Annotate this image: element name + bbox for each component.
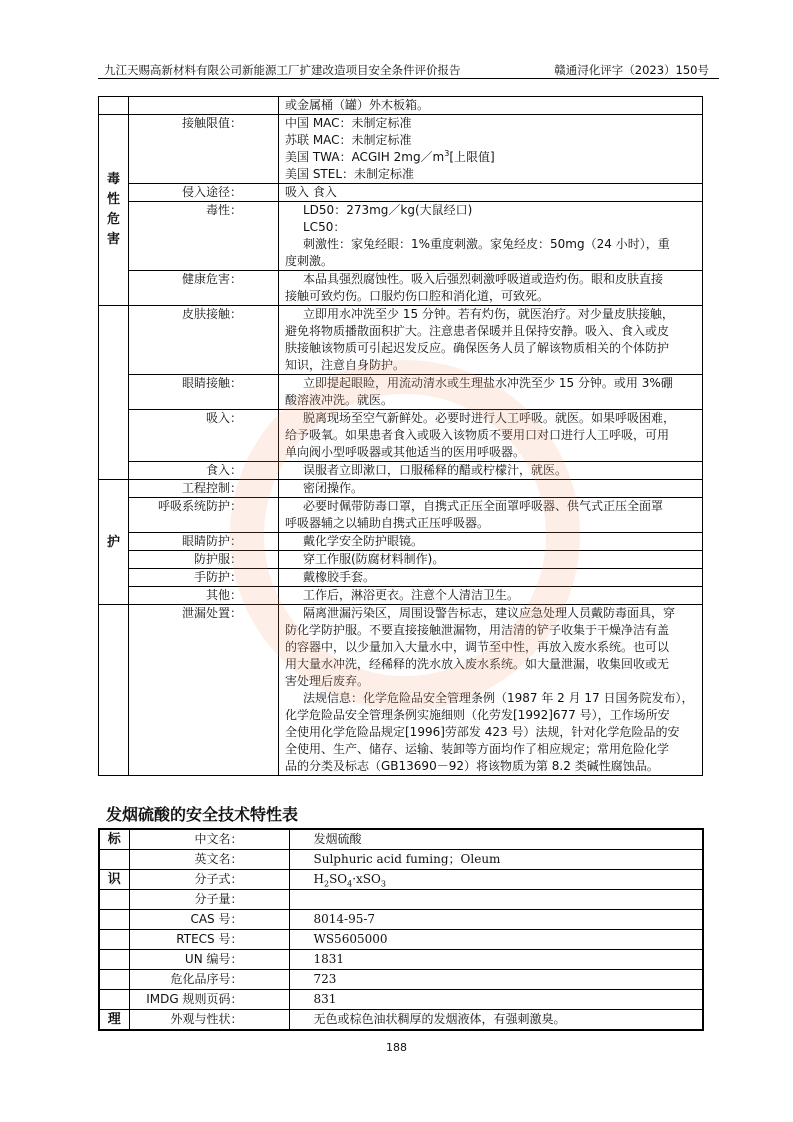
exposure-value: 中国 MAC：未制定标准 苏联 MAC：未制定标准 美国 TWA：ACGIH $2mg/m^3$[上限值] 美国 STEL：未制定标准 [279,115,703,184]
route-value: 吸入 食入 [279,184,703,202]
row-label: 分子量： [129,890,289,910]
eng-label: 工程控制： [129,480,279,498]
table-row [99,410,703,462]
eng-value: 密闭操作。 [279,480,703,498]
row-value: 1831 [289,950,703,970]
table-row [99,970,703,990]
skin-value: 立即用水冲洗至少 15 分钟。若有灼伤，就医治疗。对少量皮肤接触， 避免将物质播散面积扩大。注意患者保暖并且保持安静。吸入、食入或皮 肤接触该物质可引起迟发反应。确保医务人员了解该物质相关的个体防护 知识，注意自身防护。 [279,306,703,375]
table-row [99,480,703,498]
table-row [99,306,703,375]
page-header [98,62,719,78]
table-row [99,551,703,569]
ingest-value: 误服者立即漱口，口服稀释的醋或柠檬汁，就医。 [279,462,703,480]
eye-protect-value: 戴化学安全防护眼镜。 [279,533,703,551]
hazard-table [98,96,703,776]
table-row [99,605,703,776]
eye-value: 立即提起眼睑，用流动清水或生理盐水冲洗至少 15 分钟。或用 3%硼 酸溶液冲洗。就医。 [279,375,703,410]
row-label: IMDG 规则页码： [129,990,289,1010]
category-property: 理 [99,1010,129,1031]
row-value: 8014-95-7 [289,910,703,930]
cloth-value: 穿工作服(防腐材料制作)。 [279,551,703,569]
route-label: 侵入途径： [129,184,279,202]
table-row [99,1010,703,1031]
category-protect: 护 [99,480,129,605]
row-label: 中文名： [129,829,289,850]
page-number: 188 [386,1041,407,1054]
report-number: 赣通浔化评字（2023）150号 [554,63,709,77]
row-label: CAS 号： [129,910,289,930]
table-row [99,587,703,605]
row-label: 外观与性状： [129,1010,289,1031]
header-rule [98,78,719,79]
row-value: WS5605000 [289,930,703,950]
hand-value: 戴橡胶手套。 [279,569,703,587]
table-row [99,533,703,551]
table-row [99,184,703,202]
table-row [99,271,703,306]
row-value [289,890,703,910]
category-id-top: 标 [99,829,129,850]
table-row [99,498,703,533]
ingest-label: 食入： [129,462,279,480]
eye-protect-label: 眼睛防护： [129,533,279,551]
other-label: 其他： [129,587,279,605]
identity-table [98,828,704,1031]
table-row [99,930,703,950]
row-label: 危化品序号： [129,970,289,990]
row-label: 分子式： [129,870,289,890]
table-row [99,829,703,850]
inhale-label: 吸入： [129,410,279,462]
row-value: 发烟硫酸 [289,829,703,850]
exposure-label: 接触限值： [129,115,279,184]
leak-label: 泄漏处置： [129,605,279,776]
health-label: 健康危害： [129,271,279,306]
category-id-bottom: 识 [99,870,129,890]
hand-label: 手防护： [129,569,279,587]
table-row [99,890,703,910]
row-value: 831 [289,990,703,1010]
skin-label: 皮肤接触： [129,306,279,375]
table-row [99,850,703,870]
row-value: 723 [289,970,703,990]
toxicity-label: 毒性： [129,202,279,271]
table-row [99,910,703,930]
row-label: RTECS 号： [129,930,289,950]
packaging-tail: 或金属桶（罐）外木板箱。 [279,97,703,115]
leak-value: 隔离泄漏污染区，周围设警告标志，建议应急处理人员戴防毒面具，穿 防化学防护服。不要直接接触泄漏物，用洁清的铲子收集于干燥净洁有盖 的容器中，以少量加入大量水中，调节至中性，再放入废水系统。也可以 用大量水冲洗，经稀释的洗水放入废水系统。如大量泄漏，收集回收或无 害处理后废弃。 法规信息：化学危险品安全管理条例（1987 年 2 月 17 日国务院发布）， 化学危险品安全管理条例实施细则（化劳发[1992]677 号），工作场所安 全使用化学危险品规定[1996]劳部发 423 号）法规，针对化学危险品的安 全使用、生产、储存、运输、装卸等方面均作了相应规定；常用危险化学 品的分类及标志（GB13690－92）将该物质为第 8.2 类碱性腐蚀品。 [279,605,703,776]
formula-value: $H_2SO_4\cdot xSO_3$ [289,870,703,890]
table-row [99,97,703,115]
health-value: 本品具强烈腐蚀性。吸入后强烈刺激呼吸道或造灼伤。眼和皮肤直接 接触可致灼伤。口服灼伤口腔和消化道，可致死。 [279,271,703,306]
toxicity-value: LD50：273mg／kg(大鼠经口) LC50： 刺激性：家兔经眼：1%重度刺激。家兔经皮：50mg（24 小时），重 度刺激。 [279,202,703,271]
table-row [99,870,703,890]
table-row [99,569,703,587]
other-value: 工作后，淋浴更衣。注意个人清洁卫生。 [279,587,703,605]
category-toxic: 毒 性 危 害 [99,115,129,306]
cloth-label: 防护服： [129,551,279,569]
section-title: 发烟硫酸的安全技术特性表 [106,805,299,824]
table-row [99,115,703,184]
table-row [99,462,703,480]
eye-label: 眼睛接触： [129,375,279,410]
table-row [99,375,703,410]
resp-label: 呼吸系统防护： [129,498,279,533]
row-label: UN 编号： [129,950,289,970]
table-row [99,950,703,970]
row-value: Sulphuric acid fuming；Oleum [289,850,703,870]
report-title: 九江天赐高新材料有限公司新能源工厂扩建改造项目安全条件评价报告 [104,63,461,77]
resp-value: 必要时佩带防毒口罩，自携式正压全面罩呼吸器、供气式正压全面罩 呼吸器辅之以辅助自携式正压呼吸器。 [279,498,703,533]
table-row [99,202,703,271]
inhale-value: 脱离现场至空气新鲜处。必要时进行人工呼吸。就医。如果呼吸困难， 给予吸氧。如果患者食入或吸入该物质不要用口对口进行人工呼吸，可用 单向阀小型呼吸器或其他适当的医用呼吸器。 [279,410,703,462]
row-label: 英文名： [129,850,289,870]
table-row [99,990,703,1010]
row-value: 无色或棕色油状稠厚的发烟液体，有强刺激臭。 [289,1010,703,1031]
